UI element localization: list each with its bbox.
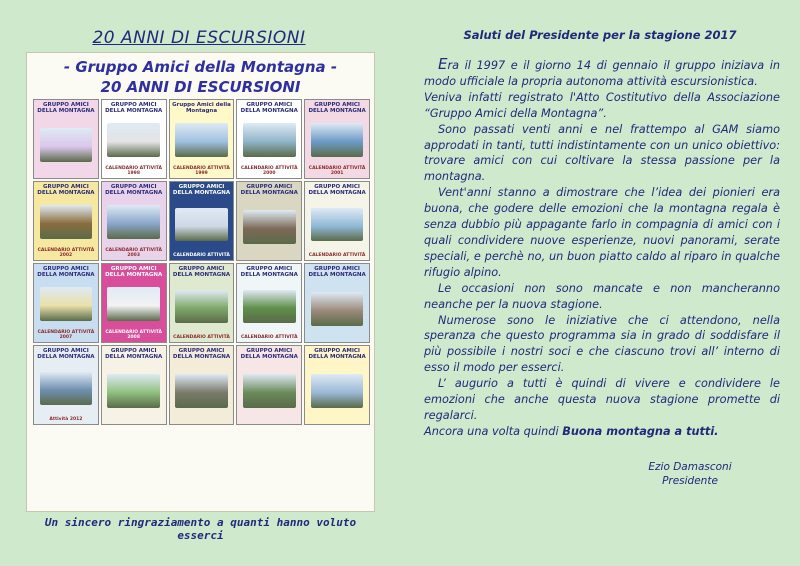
calendar-cover-footer: CALENDARIO ATTIVITÀ 2007 [37,329,95,340]
calendar-cover-photo [175,208,228,241]
calendar-cover-title: Gruppo Amici della Montagna [172,102,231,114]
calendar-cover-title: GRUPPO AMICI DELLA MONTAGNA [105,266,163,278]
calendar-cover-photo [107,123,160,156]
calendar-cover-photo [243,210,296,243]
letter-paragraph-7: L’ augurio a tutti è quindi di vivere e condividere le emozioni che anche questa nuova stagione promette di regalarci. [424,377,780,422]
section-title: 20 ANNI DI ESCURSIONI [92,28,306,48]
calendar-cover-photo [175,290,228,323]
calendar-cover-title: GRUPPO AMICI DELLA MONTAGNA [308,266,366,278]
calendar-cover-title: GRUPPO AMICI DELLA MONTAGNA [105,102,163,114]
closing-emphasis: Buona montagna a tutti. [562,424,719,438]
calendar-cover [169,99,235,179]
calendar-poster [26,52,375,512]
calendar-cover-photo [311,123,364,156]
calendar-cover [236,181,302,261]
calendar-cover [304,99,370,179]
calendar-cover-footer: Attività 2012 [49,416,83,422]
calendar-cover [304,181,370,261]
signature-name: Ezio Damasconi [648,461,732,473]
letter-paragraph-3: Sono passati venti anni e nel frattempo al GAM siamo approdati in tanti, tutti indistintamente con un unico obiettivo: trovare amici con cui coltivare la stessa passione per la montagna. [424,122,780,184]
calendar-cover-photo [243,123,296,156]
calendar-cover-photo [311,292,364,325]
calendar-cover-title: GRUPPO AMICI DELLA MONTAGNA [240,348,298,360]
calendar-cover-title: GRUPPO AMICI DELLA MONTAGNA [240,102,298,114]
calendar-cover-photo [107,205,160,238]
calendar-cover-photo [40,287,93,320]
letter-paragraph-5: Le occasioni non sono mancate e non mancheranno neanche per la nuova stagione. [424,281,780,311]
calendar-cover [304,345,370,425]
poster-heading [27,57,374,97]
calendar-cover-title: GRUPPO AMICI DELLA MONTAGNA [37,266,95,278]
calendar-cover [101,181,167,261]
calendar-grid [33,99,370,507]
calendar-cover-footer: CALENDARIO ATTIVITÀ [308,252,366,258]
calendar-cover [33,345,99,425]
calendar-cover [304,263,370,343]
calendar-cover-title: GRUPPO AMICI DELLA MONTAGNA [240,184,298,196]
calendar-cover [169,345,235,425]
calendar-cover-title: GRUPPO AMICI DELLA MONTAGNA [172,348,231,360]
signature-role: Presidente [662,475,718,487]
letter-paragraph-6: Numerose sono le iniziative che ci attendono, nella speranza che questo programma sia in grado di soddisfare il più possibile i nostri soci e che ciascuno trovi all’ interno di esso il modo per esserci. [424,313,780,375]
calendar-cover-photo [40,128,93,161]
calendar-cover-photo [311,374,364,407]
calendar-cover-photo [107,287,160,320]
calendar-cover-title: GRUPPO AMICI DELLA MONTAGNA [308,184,366,196]
calendar-cover-title: GRUPPO AMICI DELLA MONTAGNA [37,348,95,360]
calendar-cover-title: GRUPPO AMICI DELLA MONTAGNA [308,348,366,360]
poster-caption: Un sincero ringraziamento a quanti hanno voluto esserci [44,516,357,542]
signature-block [620,460,760,488]
letter-title: Saluti del Presidente per la stagione 2017 [463,28,737,42]
calendar-cover [236,263,302,343]
calendar-cover [33,99,99,179]
calendar-cover [33,263,99,343]
calendar-cover-footer: CALENDARIO ATTIVITÀ [240,334,298,340]
calendar-cover-photo [107,374,160,407]
calendar-cover [101,99,167,179]
letter-paragraph-2: Veniva infatti registrato l'Atto Costitutivo della Associazione “Gruppo Amici della Montagna”. [424,90,780,120]
calendar-cover-footer: CALENDARIO ATTIVITÀ [173,334,230,340]
letter-paragraph-4: Vent'anni stanno a dimostrare che l’idea dei pionieri era buona, che godere delle emozioni che la montagna regala è senza dubbio più appagante farlo in compagnia di amici con i quali condividere nuove esperienze, nuovi panorami, serate speciali, e perchè no, un buon piatto caldo al riparo in qualche rifugio alpino. [424,186,780,279]
calendar-cover-footer: CALENDARIO ATTIVITÀ [173,252,230,258]
calendar-cover-footer: CALENDARIO ATTIVITÀ 1999 [173,165,230,176]
calendar-cover-photo [40,205,93,238]
calendar-cover [169,181,235,261]
poster-heading-line1: - Gruppo Amici della Montagna - [63,58,338,76]
calendar-cover-title: GRUPPO AMICI DELLA MONTAGNA [308,102,366,114]
calendar-cover-footer: CALENDARIO ATTIVITÀ 2002 [37,247,95,258]
president-letter [424,57,780,440]
letter-paragraph-1 [424,57,780,90]
calendar-cover-footer: CALENDARIO ATTIVITÀ 2000 [240,165,298,176]
calendar-cover-photo [243,290,296,323]
calendar-cover-footer: CALENDARIO ATTIVITÀ 2003 [105,247,163,258]
calendar-cover-title: GRUPPO AMICI DELLA MONTAGNA [37,102,95,114]
calendar-cover-photo [311,208,364,241]
calendar-cover-photo [175,123,228,156]
calendar-cover-title: GRUPPO AMICI DELLA MONTAGNA [37,184,95,196]
calendar-cover [33,181,99,261]
calendar-cover [169,263,235,343]
calendar-cover [236,345,302,425]
calendar-cover-photo [40,372,93,405]
calendar-cover-photo [175,374,228,407]
calendar-cover-footer: CALENDARIO ATTIVITÀ 1998 [105,165,163,176]
calendar-cover-photo [243,374,296,407]
closing-text: Ancora una volta quindi [424,424,563,438]
letter-paragraph-1-text: ra il 1997 e il giorno 14 di gennaio il gruppo iniziava in modo ufficiale la propria autonoma attività escursionistica. [424,59,780,88]
calendar-cover-title: GRUPPO AMICI DELLA MONTAGNA [105,348,163,360]
calendar-cover-title: GRUPPO AMICI DELLA MONTAGNA [172,266,231,278]
poster-heading-line2: 20 ANNI DI ESCURSIONI [100,78,301,96]
calendar-cover-title: GRUPPO AMICI DELLA MONTAGNA [105,184,163,196]
letter-paragraph-8 [424,424,780,440]
calendar-cover [101,263,167,343]
calendar-cover-footer: CALENDARIO ATTIVITÀ 2001 [308,165,366,176]
calendar-cover [101,345,167,425]
calendar-cover-title: GRUPPO AMICI DELLA MONTAGNA [172,184,231,196]
drop-cap: E [438,55,448,73]
calendar-cover-title: GRUPPO AMICI DELLA MONTAGNA [240,266,298,278]
calendar-cover [236,99,302,179]
calendar-cover-footer: CALENDARIO ATTIVITÀ 2008 [105,329,163,340]
